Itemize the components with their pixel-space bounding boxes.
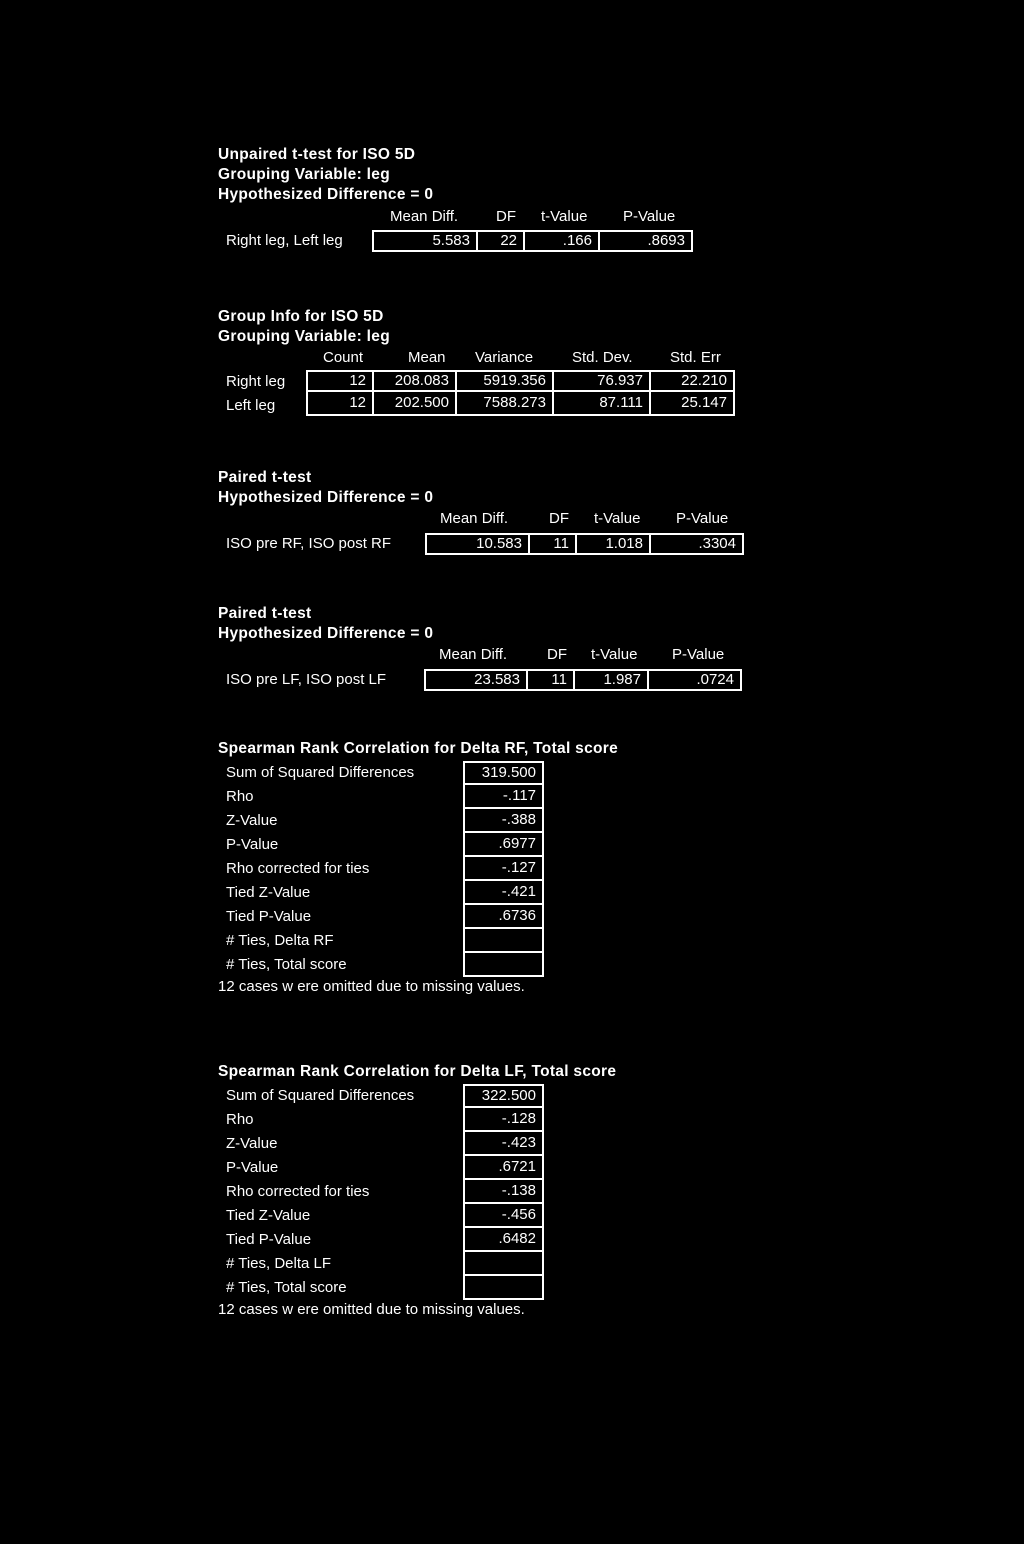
stat-row <box>218 953 548 977</box>
column-header: Count <box>323 349 364 366</box>
group-info-section <box>218 307 748 419</box>
stat-label: Tied P-Value <box>226 1231 312 1248</box>
df-cell: 11 <box>528 669 575 691</box>
missing-values-note: 12 cases w ere omitted due to missing values. <box>218 1301 525 1318</box>
stat-value <box>463 953 544 977</box>
table-row <box>306 392 735 416</box>
variance-cell: 7588.273 <box>457 392 554 416</box>
stat-row <box>218 1108 548 1132</box>
grouping-variable: Grouping Variable: leg <box>218 328 390 345</box>
stat-value <box>463 1252 544 1276</box>
stat-label: # Ties, Delta LF <box>226 1255 332 1272</box>
row-label: ISO pre RF, ISO post RF <box>226 535 392 552</box>
table-row <box>372 230 693 252</box>
column-header: DF <box>496 208 516 225</box>
row-label: ISO pre LF, ISO post LF <box>226 671 387 688</box>
table-row <box>306 370 735 392</box>
t-value-cell: 1.987 <box>575 669 649 691</box>
stat-label: Tied Z-Value <box>226 1207 311 1224</box>
stat-value: .6977 <box>463 833 544 857</box>
section-title: Group Info for ISO 5D <box>218 308 384 325</box>
column-header: Mean Diff. <box>390 208 459 225</box>
stat-row <box>218 1228 548 1252</box>
stat-row <box>218 881 548 905</box>
column-header: DF <box>549 510 569 527</box>
column-header: DF <box>547 646 567 663</box>
mean-cell: 208.083 <box>374 370 457 392</box>
hypothesized-difference: Hypothesized Difference = 0 <box>218 625 434 642</box>
stat-value: -.388 <box>463 809 544 833</box>
df-cell: 11 <box>530 533 577 555</box>
column-header: Mean Diff. <box>440 510 509 527</box>
mean-diff-cell: 23.583 <box>424 669 528 691</box>
std-dev-cell: 87.111 <box>554 392 651 416</box>
stat-label: Rho corrected for ties <box>226 1183 370 1200</box>
stat-row <box>218 1276 548 1300</box>
unpaired-ttest-section <box>218 145 738 255</box>
mean-cell: 202.500 <box>374 392 457 416</box>
stat-row <box>218 1204 548 1228</box>
hypothesized-difference: Hypothesized Difference = 0 <box>218 489 434 506</box>
stat-row <box>218 905 548 929</box>
stat-label: Tied Z-Value <box>226 884 311 901</box>
variance-cell: 5919.356 <box>457 370 554 392</box>
stat-row <box>218 1156 548 1180</box>
count-cell: 12 <box>306 392 374 416</box>
column-header: t-Value <box>591 646 638 663</box>
column-header: Std. Err <box>670 349 721 366</box>
row-label: Left leg <box>226 397 276 414</box>
section-title: Spearman Rank Correlation for Delta LF, Total score <box>218 1063 617 1080</box>
t-value-cell: .166 <box>525 230 600 252</box>
spearman-rf-section <box>218 739 688 1001</box>
section-title: Spearman Rank Correlation for Delta RF, Total score <box>218 740 619 757</box>
stat-row <box>218 1084 548 1108</box>
stat-label: # Ties, Total score <box>226 956 347 973</box>
stat-label: Sum of Squared Differences <box>226 764 415 781</box>
stat-row <box>218 833 548 857</box>
row-label: Right leg <box>226 373 286 390</box>
column-header: t-Value <box>541 208 588 225</box>
stat-label: Rho <box>226 788 254 805</box>
stat-value: -.456 <box>463 1204 544 1228</box>
stat-label: # Ties, Delta RF <box>226 932 334 949</box>
std-err-cell: 22.210 <box>651 370 735 392</box>
stat-label: Rho <box>226 1111 254 1128</box>
column-header: P-Value <box>623 208 676 225</box>
grouping-variable: Grouping Variable: leg <box>218 166 390 183</box>
missing-values-note: 12 cases w ere omitted due to missing values. <box>218 978 525 995</box>
column-header: Variance <box>475 349 534 366</box>
column-header: P-Value <box>676 510 729 527</box>
column-header: P-Value <box>672 646 725 663</box>
table-row <box>425 533 744 555</box>
stat-label: # Ties, Total score <box>226 1279 347 1296</box>
stat-label: Z-Value <box>226 812 278 829</box>
stat-label: P-Value <box>226 836 279 853</box>
stat-row <box>218 761 548 785</box>
mean-diff-cell: 5.583 <box>372 230 478 252</box>
stat-value: .6482 <box>463 1228 544 1252</box>
column-header: t-Value <box>594 510 641 527</box>
t-value-cell: 1.018 <box>577 533 651 555</box>
stat-row <box>218 809 548 833</box>
p-value-cell: .0724 <box>649 669 742 691</box>
paired-ttest-lf-section <box>218 604 758 696</box>
stat-row <box>218 785 548 809</box>
stat-row <box>218 1180 548 1204</box>
hypothesized-difference: Hypothesized Difference = 0 <box>218 186 434 203</box>
stat-value: .6721 <box>463 1156 544 1180</box>
stat-value: -.423 <box>463 1132 544 1156</box>
mean-diff-cell: 10.583 <box>425 533 530 555</box>
p-value-cell: .8693 <box>600 230 693 252</box>
std-dev-cell: 76.937 <box>554 370 651 392</box>
df-cell: 22 <box>478 230 525 252</box>
stat-label: Rho corrected for ties <box>226 860 370 877</box>
stat-value <box>463 929 544 953</box>
stat-row <box>218 929 548 953</box>
column-header: Mean <box>408 349 446 366</box>
count-cell: 12 <box>306 370 374 392</box>
stat-label: Tied P-Value <box>226 908 312 925</box>
stat-value: -.128 <box>463 1108 544 1132</box>
row-label: Right leg, Left leg <box>226 232 343 249</box>
column-header: Std. Dev. <box>572 349 633 366</box>
stat-label: P-Value <box>226 1159 279 1176</box>
stat-value: -.127 <box>463 857 544 881</box>
section-title: Paired t-test <box>218 469 312 486</box>
stat-value: 319.500 <box>463 761 544 785</box>
stat-label: Z-Value <box>226 1135 278 1152</box>
stat-label: Sum of Squared Differences <box>226 1087 415 1104</box>
std-err-cell: 25.147 <box>651 392 735 416</box>
stat-row <box>218 857 548 881</box>
column-header: Mean Diff. <box>439 646 508 663</box>
table-row <box>424 669 742 691</box>
section-title: Paired t-test <box>218 605 312 622</box>
stat-value: 322.500 <box>463 1084 544 1108</box>
stat-value: -.117 <box>463 785 544 809</box>
spearman-lf-section <box>218 1062 688 1324</box>
stat-value: .6736 <box>463 905 544 929</box>
stat-value <box>463 1276 544 1300</box>
section-title: Unpaired t-test for ISO 5D <box>218 146 416 163</box>
p-value-cell: .3304 <box>651 533 744 555</box>
stat-row <box>218 1252 548 1276</box>
paired-ttest-rf-section <box>218 468 758 560</box>
stat-value: -.421 <box>463 881 544 905</box>
stat-row <box>218 1132 548 1156</box>
stat-value: -.138 <box>463 1180 544 1204</box>
